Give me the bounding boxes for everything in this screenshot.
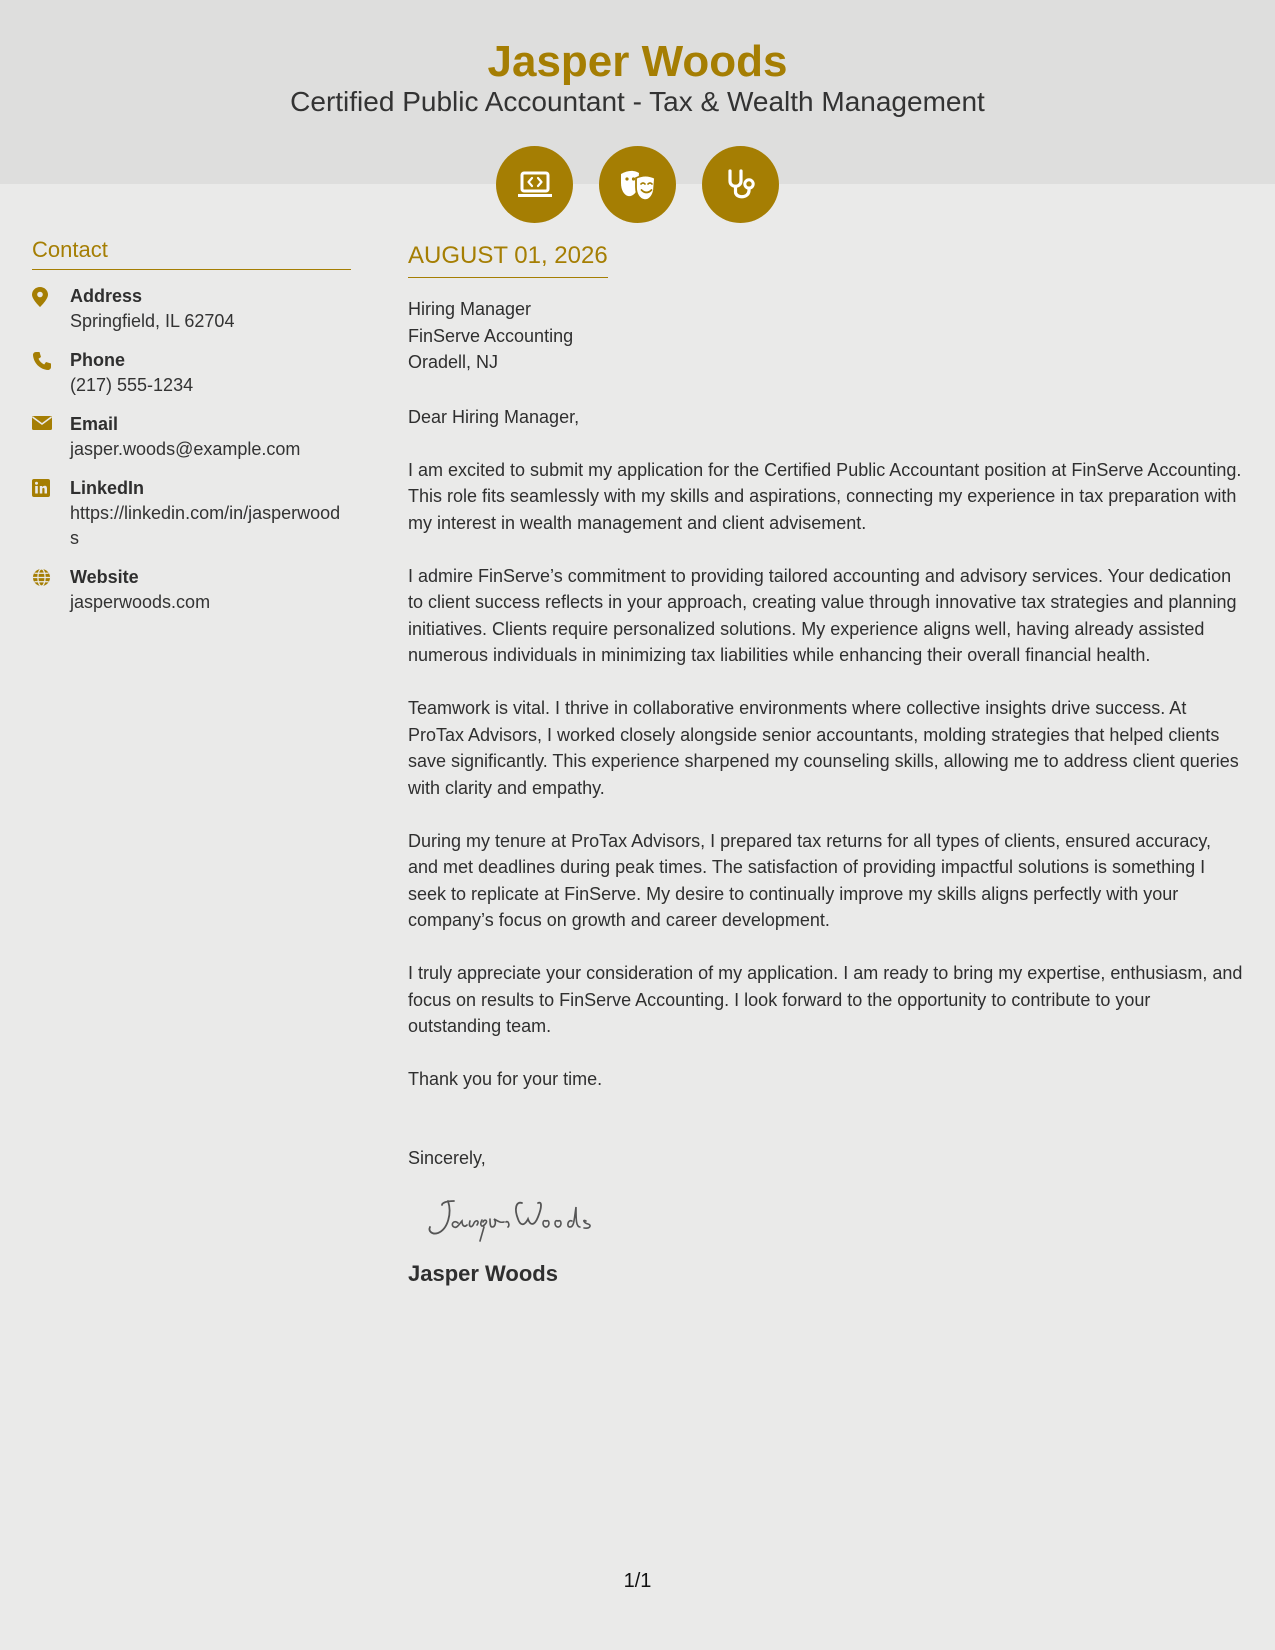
contact-value: Springfield, IL 62704 — [70, 311, 235, 331]
paragraph: I admire FinServe’s commitment to providing tailored accounting and advisory services. Your dedication to client success reflects in your approach, creating value through innovative tax strategies and planning initiatives. Clients require personalized solutions. My experience aligns well, having already assisted numerous individuals in minimizing tax liabilities while enhancing their overall financial health. — [408, 565, 1237, 665]
page-number: 1/1 — [623, 1570, 652, 1592]
applicant-name: Jasper Woods — [487, 37, 788, 86]
contact-value[interactable]: https://linkedin.com/in/jasperwoods — [70, 503, 341, 548]
contact-label: Website — [70, 567, 139, 587]
letter-body — [408, 240, 1246, 1287]
contact-value[interactable]: jasper.woods@example.com — [70, 439, 301, 459]
contact-website — [32, 565, 351, 615]
stethoscope-icon — [702, 146, 779, 223]
theater-masks-icon — [599, 146, 676, 223]
contact-label: LinkedIn — [70, 478, 145, 498]
contact-label: Email — [70, 414, 119, 434]
signer-name: Jasper Woods — [408, 1261, 558, 1286]
contact-phone — [32, 348, 351, 398]
paragraph: During my tenure at ProTax Advisors, I prepared tax returns for all types of clients, ensured accuracy, and met deadlines during peak times. The satisfaction of providing impactful solutions is something I seek to replicate at FinServe. My desire to continually improve my skills aligns perfectly with your company’s focus on growth and career development. — [408, 830, 1212, 930]
paragraph: Teamwork is vital. I thrive in collaborative environments where collective insights drive success. At ProTax Advisors, I worked closely alongside senior accountants, molding strategies that helped clients save significantly. This experience sharpened my counseling skills, allowing me to address client queries with clarity and empathy. — [408, 698, 1239, 798]
letter-date: AUGUST 01, 2026 — [408, 240, 608, 278]
contact-email — [32, 412, 351, 462]
map-pin-icon — [32, 284, 70, 334]
linkedin-icon — [32, 476, 70, 551]
phone-icon — [32, 348, 70, 398]
applicant-title: Certified Public Accountant - Tax & Wealth Management — [290, 86, 985, 117]
contact-address — [32, 284, 351, 334]
globe-icon — [32, 565, 70, 615]
recipient-line: FinServe Accounting — [408, 325, 574, 346]
header-icon-row — [496, 146, 779, 223]
paragraph: I am excited to submit my application for the Certified Public Accountant position at FinServe Accounting. This role fits seamlessly with my skills and aspirations, connecting my experience in tax preparation with my interest in wealth management and client advisement. — [408, 459, 1242, 533]
contact-sidebar — [32, 236, 351, 615]
handwritten-signature — [424, 1189, 1246, 1249]
contact-value: (217) 555-1234 — [70, 375, 194, 395]
contact-label: Phone — [70, 350, 126, 370]
letter-text — [408, 404, 1246, 1172]
thanks-line: Thank you for your time. — [408, 1069, 603, 1089]
recipient-block — [408, 296, 1246, 376]
contact-heading: Contact — [32, 236, 351, 270]
recipient-line: Hiring Manager — [408, 299, 532, 319]
contact-value[interactable]: jasperwoods.com — [70, 592, 211, 612]
envelope-icon — [32, 412, 70, 462]
contact-label: Address — [70, 286, 143, 306]
paragraph: I truly appreciate your consideration of my application. I am ready to bring my expertise, enthusiasm, and focus on results to FinServe Accounting. I look forward to the opportunity to contribute to your outstanding team. — [408, 963, 1243, 1036]
closing: Sincerely, — [408, 1147, 486, 1168]
contact-linkedin — [32, 476, 351, 551]
recipient-line: Oradell, NJ — [408, 352, 499, 372]
laptop-code-icon — [496, 146, 573, 223]
salutation: Dear Hiring Manager, — [408, 406, 580, 427]
